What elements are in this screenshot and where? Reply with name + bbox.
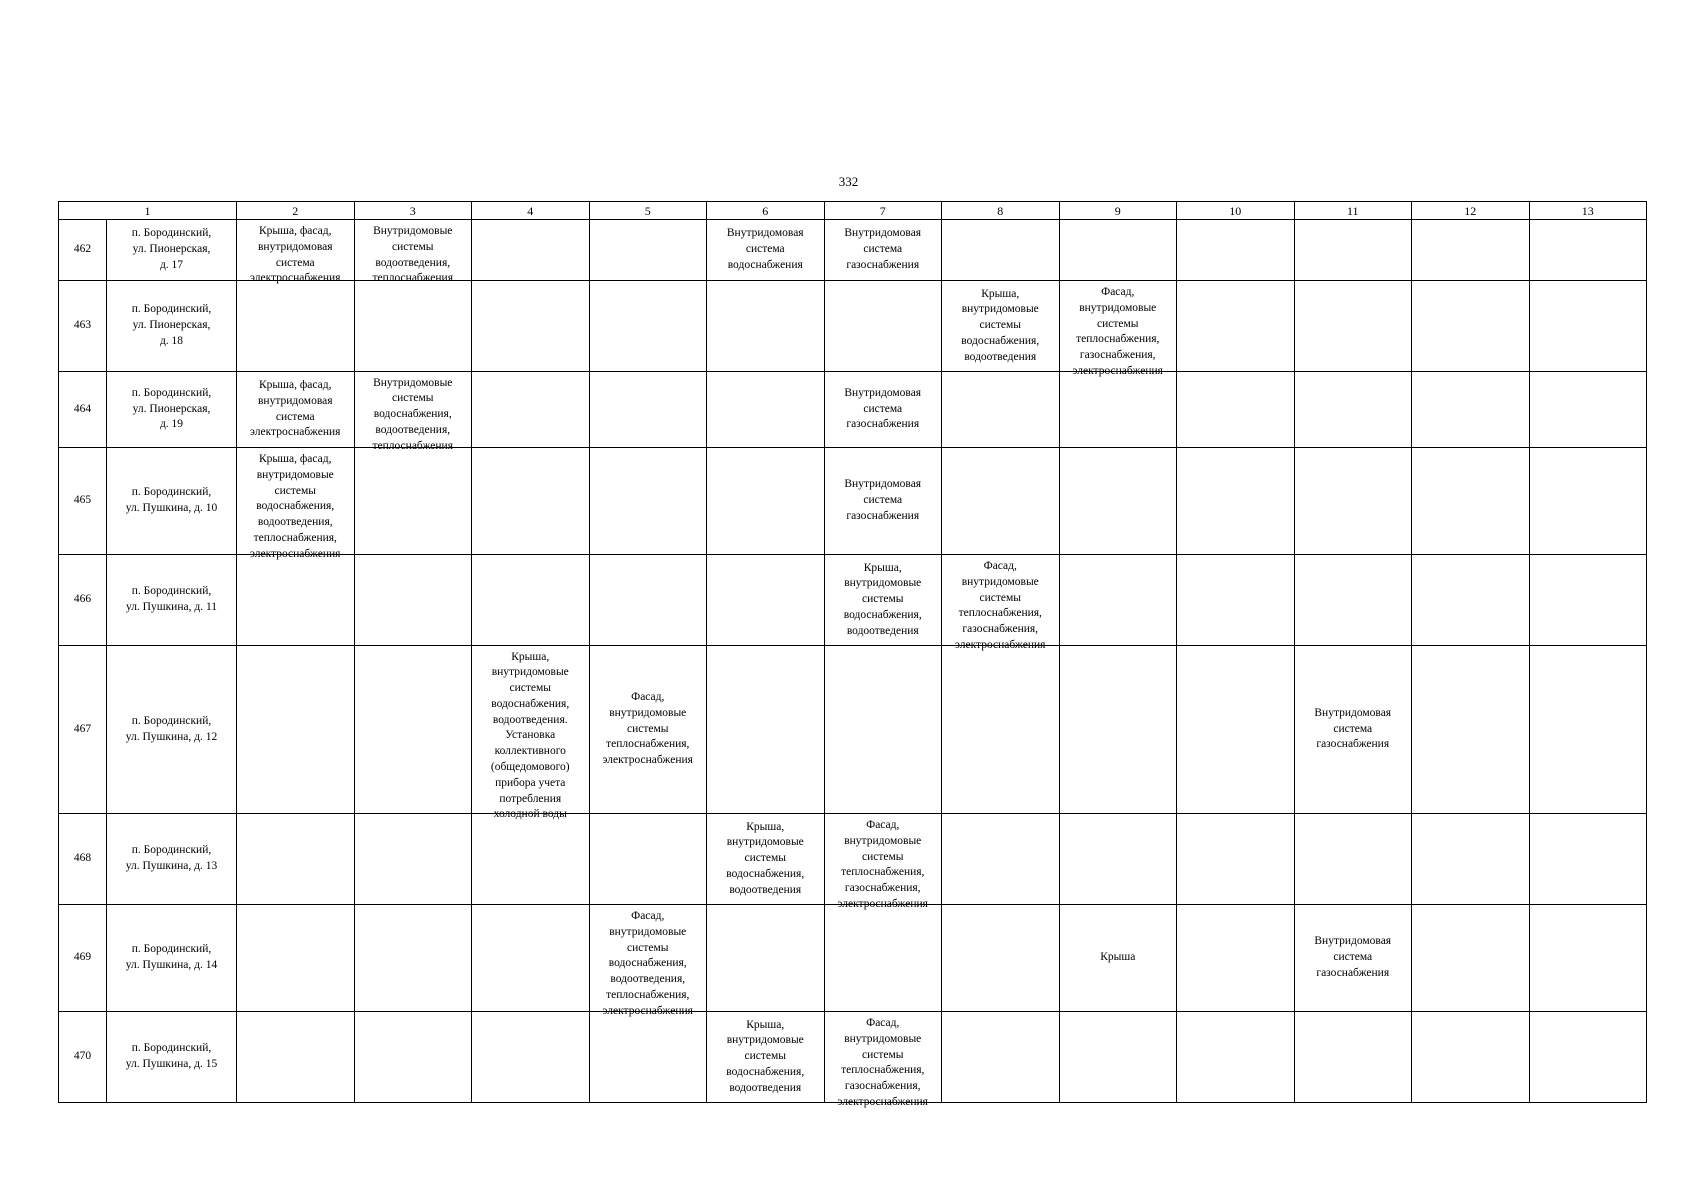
address-cell xyxy=(107,905,237,1012)
work-cell-text: Фасад, внутридомовые системы теплоснабжения, газоснабжения, электроснабжения xyxy=(955,560,1046,651)
address-cell-text: п. Бородинский, ул. Пушкина, д. 14 xyxy=(125,943,218,971)
work-cell-text: Крыша, внутридомовые системы водоснабжения, водоотведения xyxy=(726,1018,805,1094)
address-cell-text: п. Бородинский, ул. Пушкина, д. 15 xyxy=(125,1042,218,1070)
address-cell-text: п. Бородинский, ул. Пионерская, д. 18 xyxy=(131,303,212,347)
work-cell xyxy=(707,814,825,905)
address-cell xyxy=(107,372,237,448)
address-cell xyxy=(107,555,237,646)
row-number-text: 463 xyxy=(73,319,92,332)
work-cell xyxy=(589,372,707,448)
row-number-text: 467 xyxy=(73,722,92,735)
work-cell-text: Внутридомовая система водоснабжения xyxy=(726,227,804,271)
work-cell xyxy=(1294,281,1412,372)
work-cell xyxy=(942,1012,1060,1103)
work-cell xyxy=(589,814,707,905)
work-cell xyxy=(1059,646,1177,814)
work-cell xyxy=(1177,555,1295,646)
work-cell xyxy=(354,281,472,372)
work-cell-text: Фасад, внутридомовые системы теплоснабжения, газоснабжения, электроснабжения xyxy=(1072,286,1163,377)
address-cell xyxy=(107,814,237,905)
work-cell xyxy=(942,555,1060,651)
work-cell-text: Крыша, внутридомовые системы водоснабжения, водоотведения xyxy=(726,820,805,896)
work-cell-text: Внутридомовая система газоснабжения xyxy=(844,478,922,522)
work-cell-text: Крыша, внутридомовые системы водоснабжения, водоотведения. Установка коллективного (общедомового) прибора учета потребления холодной воды xyxy=(490,650,570,821)
work-cell xyxy=(1412,555,1530,646)
work-cell-text: Крыша, внутридомовые системы водоснабжения, водоотведения xyxy=(843,561,922,637)
address-cell-text: п. Бородинский, ул. Пушкина, д. 11 xyxy=(125,585,218,613)
address-cell xyxy=(107,646,237,814)
work-cell xyxy=(589,448,707,555)
work-cell xyxy=(707,646,825,814)
row-number-text: 468 xyxy=(73,852,92,865)
table-row xyxy=(59,555,1647,646)
work-cell xyxy=(824,220,942,281)
work-cell xyxy=(1059,555,1177,646)
row-number-text: 469 xyxy=(73,951,92,964)
work-cell xyxy=(1059,281,1177,377)
column-header: 5 xyxy=(589,202,707,220)
work-cell xyxy=(472,814,590,905)
work-cell xyxy=(1412,1012,1530,1103)
work-cell xyxy=(1529,448,1647,555)
work-cell xyxy=(707,281,825,372)
work-cell xyxy=(1529,281,1647,372)
header-row xyxy=(59,202,1647,220)
work-cell xyxy=(472,1012,590,1103)
row-number-text: 465 xyxy=(73,494,92,507)
work-cell xyxy=(1177,220,1295,281)
work-cell xyxy=(472,372,590,448)
work-cell-text: Внутридомовые системы водоотведения, теплоснабжения xyxy=(372,225,453,285)
work-cell xyxy=(707,372,825,448)
table-row xyxy=(59,814,1647,905)
address-cell xyxy=(107,220,237,281)
work-cell xyxy=(942,905,1060,1012)
work-cell xyxy=(1294,448,1412,555)
table-row xyxy=(59,281,1647,372)
work-cell xyxy=(354,646,472,814)
work-cell xyxy=(707,1012,825,1103)
work-cell xyxy=(472,220,590,281)
work-cell xyxy=(824,814,942,910)
row-number-text: 464 xyxy=(73,402,92,415)
work-cell xyxy=(589,220,707,281)
work-cell xyxy=(354,814,472,905)
row-number xyxy=(59,646,107,814)
address-cell xyxy=(107,448,237,555)
row-number-text: 466 xyxy=(73,593,92,606)
work-cell xyxy=(589,1012,707,1103)
row-number xyxy=(59,814,107,905)
address-cell-text: п. Бородинский, ул. Пушкина, д. 12 xyxy=(125,714,218,743)
work-cell xyxy=(354,220,472,285)
work-cell-text: Крыша, внутридомовые системы водоснабжения, водоотведения xyxy=(961,287,1040,363)
work-cell xyxy=(1294,372,1412,448)
address-cell-text: п. Бородинский, ул. Пионерская, д. 19 xyxy=(131,386,212,431)
work-cell-text: Фасад, внутридомовые системы теплоснабжения, газоснабжения, электроснабжения xyxy=(837,819,928,910)
work-cell xyxy=(589,646,707,814)
address-cell-text: п. Бородинский, ул. Пушкина, д. 13 xyxy=(125,844,218,872)
work-cell xyxy=(707,448,825,555)
work-cell xyxy=(1059,905,1177,1012)
work-cell xyxy=(354,1012,472,1103)
work-cell xyxy=(237,448,355,560)
work-cell-text: Внутридомовая система газоснабжения xyxy=(844,386,922,431)
work-cell xyxy=(1412,646,1530,814)
work-cell xyxy=(1177,814,1295,905)
work-cell xyxy=(1529,646,1647,814)
row-number xyxy=(59,555,107,646)
work-cell xyxy=(942,372,1060,448)
column-header: 3 xyxy=(354,202,472,220)
work-cell xyxy=(707,905,825,1012)
work-cell xyxy=(237,905,355,1012)
column-header: 13 xyxy=(1529,202,1647,220)
column-header: 1 xyxy=(59,202,237,220)
work-cell xyxy=(1177,372,1295,448)
work-cell xyxy=(824,905,942,1012)
work-cell xyxy=(1412,372,1530,448)
column-header: 7 xyxy=(824,202,942,220)
work-cell xyxy=(1059,814,1177,905)
work-cell xyxy=(1529,372,1647,448)
repair-schedule-table xyxy=(58,201,1647,1108)
column-header: 8 xyxy=(942,202,1060,220)
work-cell-text: Крыша, фасад, внутридомовые системы водоснабжения, водоотведения, теплоснабжения, электроснабжения xyxy=(250,453,341,560)
work-cell-text: Внутридомовая система газоснабжения xyxy=(844,227,922,271)
work-cell xyxy=(824,448,942,555)
page-number: 332 xyxy=(838,174,859,189)
work-cell xyxy=(472,555,590,646)
work-cell xyxy=(824,281,942,372)
work-cell xyxy=(1412,814,1530,905)
work-cell xyxy=(1177,905,1295,1012)
work-cell-text: Внутридомовые системы водоснабжения, водоотведения, теплоснабжения xyxy=(372,376,453,452)
work-cell xyxy=(824,646,942,814)
work-cell xyxy=(1412,905,1530,1012)
table-row xyxy=(59,905,1647,1012)
work-cell xyxy=(942,814,1060,905)
row-number-text: 462 xyxy=(73,243,92,256)
work-cell xyxy=(824,1012,942,1108)
column-header: 4 xyxy=(472,202,590,220)
work-cell xyxy=(472,646,590,821)
work-cell xyxy=(824,372,942,448)
work-cell xyxy=(1059,372,1177,448)
table-row xyxy=(59,372,1647,448)
work-cell-text: Внутридомовая система газоснабжения xyxy=(1314,706,1392,751)
work-cell xyxy=(942,448,1060,555)
work-cell xyxy=(354,555,472,646)
work-cell xyxy=(1177,1012,1295,1103)
work-cell xyxy=(707,555,825,646)
work-cell xyxy=(472,281,590,372)
work-cell xyxy=(1529,555,1647,646)
work-cell xyxy=(707,220,825,281)
table-row xyxy=(59,220,1647,281)
work-cell-text: Крыша, фасад, внутридомовая система электроснабжения xyxy=(250,378,341,439)
work-cell xyxy=(1177,646,1295,814)
row-number xyxy=(59,1012,107,1103)
work-cell xyxy=(237,372,355,448)
work-cell xyxy=(1177,281,1295,372)
column-header: 12 xyxy=(1412,202,1530,220)
row-number xyxy=(59,448,107,555)
work-cell xyxy=(589,905,707,1017)
address-cell-text: п. Бородинский, ул. Пушкина, д. 10 xyxy=(125,486,218,514)
column-header: 10 xyxy=(1177,202,1295,220)
work-cell xyxy=(1294,220,1412,281)
work-cell xyxy=(1177,448,1295,555)
work-cell xyxy=(354,905,472,1012)
work-cell-text: Фасад, внутридомовые системы теплоснабжения, газоснабжения, электроснабжения xyxy=(837,1017,928,1108)
work-cell-text: Внутридомовая система газоснабжения xyxy=(1314,935,1392,979)
work-cell xyxy=(1529,220,1647,281)
work-cell xyxy=(824,555,942,646)
row-number-text: 470 xyxy=(73,1050,92,1063)
work-cell-text: Крыша, фасад, внутридомовая система электроснабжения xyxy=(250,225,341,285)
work-cell xyxy=(354,372,472,452)
row-number xyxy=(59,281,107,372)
work-cell xyxy=(1412,448,1530,555)
column-header: 9 xyxy=(1059,202,1177,220)
work-cell xyxy=(942,220,1060,281)
table-row xyxy=(59,1012,1647,1103)
work-cell xyxy=(237,646,355,814)
work-cell-text: Крыша xyxy=(1100,951,1136,964)
work-cell xyxy=(1294,814,1412,905)
work-cell xyxy=(589,281,707,372)
work-cell xyxy=(1529,905,1647,1012)
work-cell xyxy=(1059,1012,1177,1103)
table-row xyxy=(59,448,1647,555)
work-cell xyxy=(1294,905,1412,1012)
column-header: 2 xyxy=(237,202,355,220)
work-cell-text: Фасад, внутридомовые системы теплоснабжения, электроснабжения xyxy=(602,691,693,767)
work-cell xyxy=(472,905,590,1012)
work-cell xyxy=(237,1012,355,1103)
column-header: 6 xyxy=(707,202,825,220)
work-cell xyxy=(942,646,1060,814)
table-row xyxy=(59,646,1647,814)
work-cell-text: Фасад, внутридомовые системы водоснабжения, водоотведения, теплоснабжения, электроснабжения xyxy=(602,910,693,1017)
address-cell xyxy=(107,281,237,372)
row-number xyxy=(59,905,107,1012)
work-cell xyxy=(1059,220,1177,281)
work-cell xyxy=(1412,220,1530,281)
work-cell xyxy=(589,555,707,646)
column-header: 11 xyxy=(1294,202,1412,220)
work-cell xyxy=(1294,1012,1412,1103)
address-cell-text: п. Бородинский, ул. Пионерская, д. 17 xyxy=(131,227,212,271)
work-cell xyxy=(1529,1012,1647,1103)
work-cell xyxy=(1529,814,1647,905)
work-cell xyxy=(237,814,355,905)
work-cell xyxy=(237,220,355,285)
work-cell xyxy=(354,448,472,555)
work-cell xyxy=(1294,555,1412,646)
row-number xyxy=(59,220,107,281)
work-cell xyxy=(1412,281,1530,372)
row-number xyxy=(59,372,107,448)
work-cell xyxy=(237,555,355,646)
work-cell xyxy=(472,448,590,555)
work-cell xyxy=(1294,646,1412,814)
work-cell xyxy=(942,281,1060,372)
work-cell xyxy=(1059,448,1177,555)
work-cell xyxy=(237,281,355,372)
address-cell xyxy=(107,1012,237,1103)
